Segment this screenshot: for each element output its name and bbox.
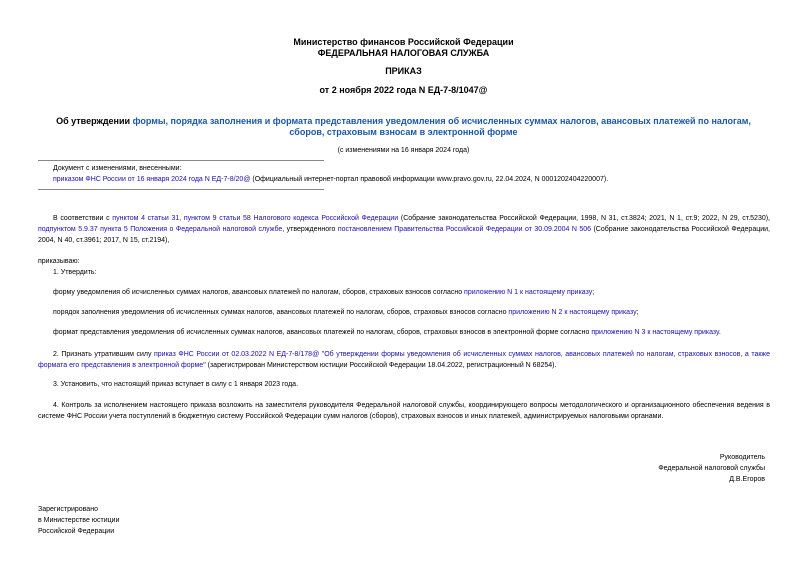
approve-item-2-text: порядок заполнения уведомления об исчисленных суммах налогов, авансовых платежей по налогам, сборов, страховых взносов согласно xyxy=(53,309,509,316)
approve-item-1-end: ; xyxy=(592,289,595,296)
title-prefix: Об утверждении xyxy=(56,116,133,126)
changes-rest: (Официальный интернет-портал правовой информации www.pravo.gov.ru, 22.04.2024, N 0001202404220007). xyxy=(250,176,609,183)
document-title xyxy=(40,116,767,138)
changes-label: Документ с изменениями, внесенными: xyxy=(53,165,182,172)
fns-regulation-link[interactable]: подпунктом 5.9.37 пункта 5 Положения о Федеральной налоговой службе xyxy=(38,226,283,233)
document-type: ПРИКАЗ xyxy=(385,66,422,76)
appendix-1-link[interactable]: приложению N 1 к настоящему приказу xyxy=(464,289,593,296)
signature-organization: Федеральной налоговой службы xyxy=(658,465,765,472)
item-2-text-1: 2. Признать утратившим силу xyxy=(53,351,154,358)
item-1: 1. Утвердить: xyxy=(53,269,97,276)
order-word: приказываю: xyxy=(38,258,80,265)
tax-code-link[interactable]: пунктом 4 статьи 31, пунктом 9 статьи 58 Налогового кодекса Российской Федерации xyxy=(112,215,399,222)
approve-item-2-end: ; xyxy=(636,309,639,316)
appendix-3-link[interactable]: приложению N 3 к настоящему приказу xyxy=(591,329,719,336)
approve-item-1 xyxy=(53,288,773,298)
changes-info xyxy=(53,175,773,185)
repealed-order-link[interactable]: приказ ФНС России от 02.03.2022 N ЕД-7-8/178@ "Об утверждении формы уведомления об исчисленных суммах налогов, авансовых платежей по налогам, страховых взносов, а также формата его представления в электронной форме" xyxy=(38,351,770,369)
ministry-name: Министерство финансов Российской Федерации xyxy=(293,37,514,47)
appendix-2-link[interactable]: приложению N 2 к настоящему приказу xyxy=(508,309,637,316)
title-link[interactable]: формы, порядка заполнения и формата представления уведомления об исчисленных суммах налогов, авансовых платежей по налогам, сборов, страховым взносам в электронной форме xyxy=(132,116,751,137)
item-2-text-2: (зарегистрирован Министерством юстиции Российской Федерации 18.04.2022, регистрационный N 68254). xyxy=(205,362,557,369)
preamble-text-2: (Собрание законодательства Российской Федерации, 1998, N 31, ст.3824; 2021, N 1, ст.9; 2022, N 29, ст.5230), xyxy=(398,215,771,222)
government-decree-link[interactable]: постановлением Правительства Российской Федерации от 30.09.2004 N 506 xyxy=(337,226,592,233)
preamble-text-3: , утвержденного xyxy=(282,226,338,233)
edition-note: (с изменениями на 16 января 2024 года) xyxy=(337,147,470,154)
preamble-text-4: (Собрание законодательства Российской Федерации, 2004, N 40, ст.3961; 2017, N 15, ст.2194), xyxy=(38,226,770,244)
document-date-number: от 2 ноября 2022 года N ЕД-7-8/1047@ xyxy=(319,85,488,95)
divider-bottom xyxy=(38,189,324,190)
registered-line-3: Российской Федерации xyxy=(38,528,115,535)
changes-link[interactable]: приказом ФНС России от 16 января 2024 года N ЕД-7-8/20@ xyxy=(53,176,251,183)
approve-item-3-end: . xyxy=(718,329,721,336)
item-2 xyxy=(38,349,770,371)
registered-line-2: в Министерстве юстиции xyxy=(38,517,120,524)
approve-item-3-text: формат представления уведомления об исчисленных суммах налогов, авансовых платежей по налогам, сборов, страховых взносов в электронной форме согласно xyxy=(53,329,592,336)
divider-top xyxy=(38,160,324,161)
signature-position: Руководитель xyxy=(719,454,765,461)
item-4: 4. Контроль за исполнением настоящего приказа возложить на заместителя руководителя Федеральной налоговой службы, координирующего вопросы методологического и организационного обеспечения ведения в системе ФНС России учета поступлений в бюджетную систему Российской Федерации сумм налогов (сборов), страховых взносов и иных платежей, администрируемых налоговыми органами. xyxy=(38,402,770,420)
registered-line-1: Зарегистрировано xyxy=(38,506,98,513)
approve-item-3 xyxy=(53,328,773,338)
item-3: 3. Установить, что настоящий приказ вступает в силу с 1 января 2023 года. xyxy=(53,381,299,388)
signature-name: Д.В.Егоров xyxy=(729,476,765,483)
approve-item-1-text: форму уведомления об исчисленных суммах налогов, авансовых платежей по налогам, сборов, страховых взносов согласно xyxy=(53,289,465,296)
approve-item-2 xyxy=(53,308,773,318)
preamble-text-1: В соответствии с xyxy=(53,215,113,222)
service-name: ФЕДЕРАЛЬНАЯ НАЛОГОВАЯ СЛУЖБА xyxy=(317,48,490,58)
preamble xyxy=(38,213,770,246)
